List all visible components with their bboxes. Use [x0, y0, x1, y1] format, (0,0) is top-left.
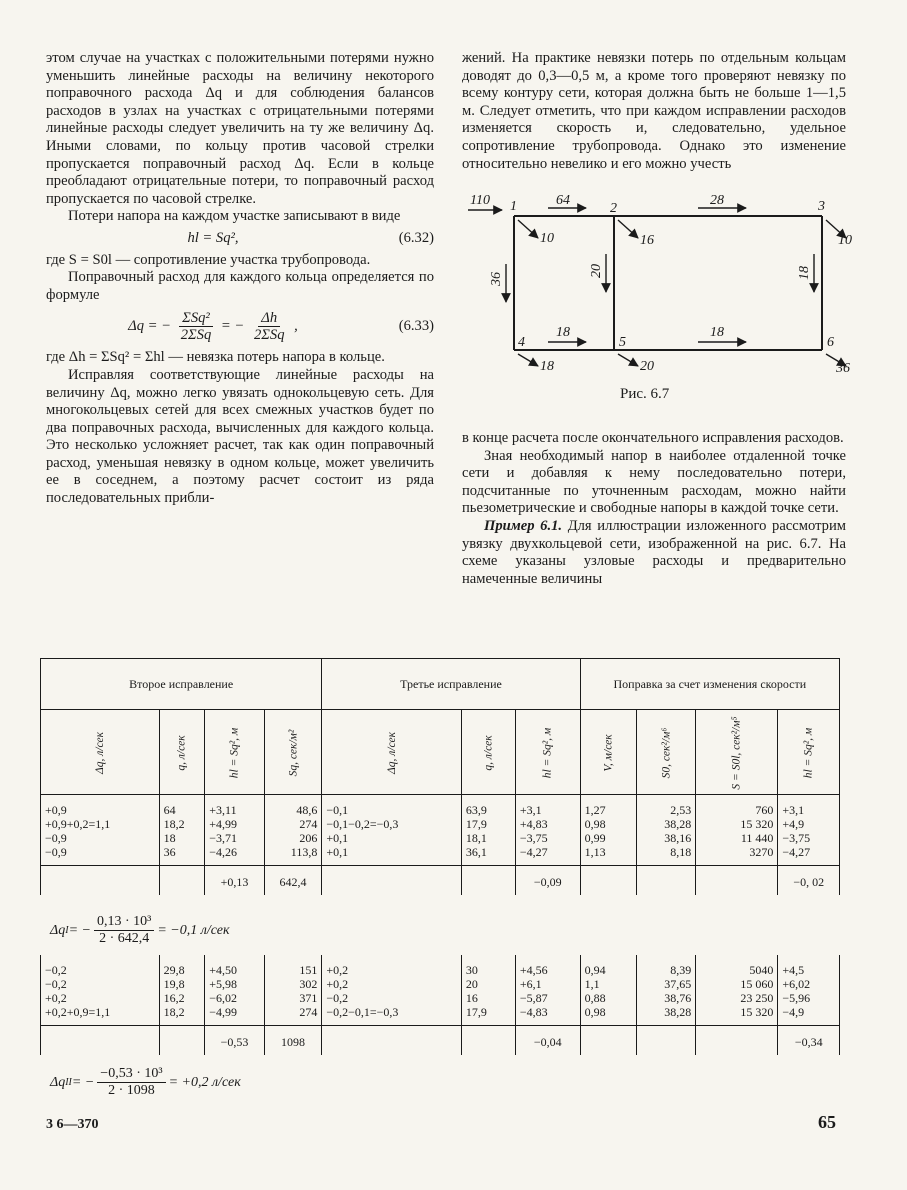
ring1-hv: +3,1 +4,9 −3,75 −4,27: [778, 795, 840, 866]
sum1-hv: −0, 02: [778, 866, 840, 896]
ring2-sq2: 151 302 371 274: [264, 955, 322, 1026]
ring2-q3: 30 20 16 17,9: [461, 955, 515, 1026]
outflow-label-6: 36: [836, 361, 850, 376]
eq2-num-1: ΣSq²: [179, 310, 213, 327]
ring2-v: 0,94 1,1 0,88 0,98: [580, 955, 636, 1026]
ring2-s0: 8,39 37,65 38,76 38,28: [636, 955, 696, 1026]
left-column: [46, 50, 434, 508]
group-second-correction: Второе исправление: [41, 659, 322, 710]
right-paragraph-3: Зная необходимый напор в наиболее отдаленной точке сети и добавляя к нему последовательно потери, подсчитанные по уточненным расходам, можно найти пьезометрические и свободные напоры в каждой точке сети.: [462, 447, 846, 517]
dq1-lhs: Δq: [50, 922, 66, 938]
eq2-fraction-2: [251, 310, 288, 343]
example-lead: Пример 6.1.: [484, 517, 563, 534]
ring1-s0: 2,53 38,28 38,16 8,18: [636, 795, 696, 866]
eq2-lhs: Δq = −: [128, 318, 172, 335]
group-third-correction: Третье исправление: [322, 659, 580, 710]
eq2-end: ,: [294, 318, 298, 335]
flow-label-3-6: 18: [797, 266, 812, 280]
outflow-label-1: 10: [540, 231, 554, 246]
header-hv: hl = Sq², м: [778, 710, 840, 795]
outflow-1: [518, 220, 538, 238]
ring1-h3: +3,1 +4,83 −3,75 −4,27: [515, 795, 580, 866]
sum1-h3: −0,09: [515, 866, 580, 896]
left-paragraph-1: этом случае на участках с положительными потерями нужно уменьшить линейные расходы на величину некоторого поправочного расхода Δq и для соблюдения балансов расходов в узлах на участках с отрицательными потерями линейные расходы следует увеличить на ту же величину Δq. Иными словами, по кольцу против часовой стрелки пропускается поправочный расход Δq. Если в кольце преобладают отрицательные потери, то поправочный расход пропускается по часовой стрелке.: [46, 50, 434, 207]
page-number: 65: [818, 1112, 836, 1132]
table-sum-ring-2: [41, 1026, 840, 1056]
eq2-mid: = −: [220, 318, 245, 335]
node-label-4: 4: [518, 335, 525, 350]
flow-label-28: 28: [710, 193, 724, 208]
calculation-table: [40, 658, 840, 1055]
sum2-hv: −0,34: [778, 1026, 840, 1056]
header-h-3: hl = Sq², м: [515, 710, 580, 795]
equation-6-33-number: (6.33): [398, 318, 434, 335]
signature-mark: 3 6—370: [46, 1117, 99, 1132]
dq1-sub: I: [65, 925, 69, 936]
ring1-h2: +3,11 +4,99 −3,71 −4,26: [205, 795, 265, 866]
table-header-row: [41, 710, 840, 795]
dq1-rhs: = −0,1 л/сек: [157, 922, 230, 938]
ring2-dq3: +0,2 +0,2 −0,2 −0,2−0,1=−0,3: [322, 955, 462, 1026]
table-sum-ring-1: [41, 866, 840, 896]
node-label-1: 1: [510, 199, 517, 214]
outflow-label-2: 16: [640, 233, 654, 248]
dq2-fraction: [97, 1066, 165, 1099]
eq2-den-1: 2ΣSq: [180, 327, 212, 344]
left-paragraph-2: Потери напора на каждом участке записывают в виде: [68, 208, 401, 225]
outflow-2: [618, 220, 638, 238]
group-velocity-correction: Поправка за счет изменения скорости: [580, 659, 839, 710]
header-dq-3: Δq, л/сек: [322, 710, 462, 795]
dq1-eq: = −: [68, 922, 91, 938]
right-paragraph-1: жений. На практике невязки потерь по отдельным кольцам доводят до 0,3—0,5 м, а кроме того проверяют невязку по всему контуру сети, которая должна быть не больше 1—1,5 м. Следует отметить, что при каждом исправлении расходов изменяется скорость и, следовательно, удельное сопротивление трубопровода. Однако это изменение относительно невелико и его можно учесть: [462, 50, 846, 172]
right-paragraph-2: в конце расчета после окончательного исправления расходов.: [462, 430, 844, 446]
table-row-ring-1: [41, 795, 840, 866]
dq1-fraction: [94, 914, 154, 947]
outflow-4: [518, 354, 538, 366]
dq2-sub: II: [65, 1077, 72, 1088]
ring2-q2: 29,8 19,8 16,2 18,2: [159, 955, 205, 1026]
ring2-hv: +4,5 +6,02 −5,96 −4,9: [778, 955, 840, 1026]
dq2-rhs: = +0,2 л/сек: [168, 1074, 241, 1090]
eq2-num-2: Δh: [258, 310, 280, 327]
dq-ring-1-formula: [50, 914, 230, 947]
ring2-h2: +4,50 +5,98 −6,02 −4,99: [205, 955, 265, 1026]
node-label-2: 2: [610, 201, 617, 216]
dq1-den: 2 · 642,4: [99, 931, 150, 946]
sum2-h2: −0,53: [205, 1026, 265, 1056]
ring1-dq3: −0,1 −0,1−0,2=−0,3 +0,1 +0,1: [322, 795, 462, 866]
right-column-top: [462, 50, 846, 173]
equation-6-33-body: [46, 310, 380, 343]
flow-label-2-5: 20: [589, 264, 604, 278]
node-label-3: 3: [818, 199, 825, 214]
eq2-den-2: 2ΣSq: [253, 327, 285, 344]
sum1-sq2: 642,4: [264, 866, 322, 896]
dq1-num: 0,13 · 10³: [94, 914, 154, 931]
table-row-ring-2: [41, 955, 840, 1026]
node-label-6: 6: [827, 335, 834, 350]
ring1-v: 1,27 0,98 0,99 1,13: [580, 795, 636, 866]
header-v: V, м/сек: [580, 710, 636, 795]
header-q: q, л/сек: [159, 710, 205, 795]
header-s: S = S0l, сек²/м⁵: [696, 710, 778, 795]
right-column-bottom: [462, 430, 846, 588]
ring1-q3: 63,9 17,9 18,1 36,1: [461, 795, 515, 866]
equation-6-32-number: (6.32): [398, 229, 434, 246]
ring1-s: 760 15 320 11 440 3270: [696, 795, 778, 866]
equation-6-33: [46, 310, 434, 343]
outflow-label-5: 20: [640, 359, 654, 374]
table-group-row: [41, 659, 840, 710]
header-dq: Δq, л/сек: [41, 710, 160, 795]
header-sq: Sq, сек/м²: [264, 710, 322, 795]
left-paragraph-3: где S = S0l — сопротивление участка трубопровода.: [46, 251, 371, 268]
flow-label-64: 64: [556, 193, 570, 208]
example-text: Для иллюстрации изложенного рассмотрим увязку двухкольцевой сети, изображенной на рис. 6.7. На схеме указаны узловые расходы и предварительно намеченные величины: [462, 517, 846, 587]
ring1-dq2: +0,9 +0,9+0,2=1,1 −0,9 −0,9: [41, 795, 160, 866]
flow-label-4-5: 18: [556, 325, 570, 340]
equation-6-32-body: hl = Sq²,: [187, 229, 239, 246]
sum2-sq2: 1098: [264, 1026, 322, 1056]
outflow-label-4: 18: [540, 359, 554, 374]
ring2-s: 5040 15 060 23 250 15 320: [696, 955, 778, 1026]
left-paragraph-4: Поправочный расход для каждого кольца определяется по формуле: [46, 269, 434, 303]
ring2-dq2: −0,2 −0,2 +0,2 +0,2+0,9=1,1: [41, 955, 160, 1026]
header-q-3: q, л/сек: [461, 710, 515, 795]
sum2-h3: −0,04: [515, 1026, 580, 1056]
dq2-den: 2 · 1098: [108, 1083, 155, 1098]
outflow-5: [618, 354, 638, 366]
figure-caption: Рис. 6.7: [620, 386, 670, 402]
header-h: hl = Sq², м: [205, 710, 265, 795]
right-paragraph-4: [462, 518, 846, 588]
header-s0: S0, сек²/м⁶: [636, 710, 696, 795]
ring1-q2: 64 18,2 18 36: [159, 795, 205, 866]
left-paragraph-5: где Δh = ΣSq² = Σhl — невязка потерь напора в кольце.: [46, 349, 385, 366]
ring1-sq2: 48,6 274 206 113,8: [264, 795, 322, 866]
dq-ring-2-formula: [50, 1066, 241, 1099]
network-diagram: [462, 190, 852, 408]
dq2-lhs: Δq: [50, 1074, 66, 1090]
ring2-h3: +4,56 +6,1 −5,87 −4,83: [515, 955, 580, 1026]
flow-label-110: 110: [470, 193, 490, 208]
eq2-fraction-1: [178, 310, 215, 343]
outflow-label-3: 10: [838, 233, 852, 248]
dq2-eq: = −: [71, 1074, 95, 1090]
sum1-h2: +0,13: [205, 866, 265, 896]
flow-label-6-5: 18: [710, 325, 724, 340]
left-paragraph-6: Исправляя соответствующие линейные расходы на величину Δq, можно легко увязать однокольцевую сеть. Для многокольцевых сетей для всех смежных участков будет по два поправочных расхода, вычисленных для каждого кольца. Это несколько усложняет расчет, так как один поправочный расход, уменьшая невязку в одном кольце, может увеличить ее в соседнем, а поэтому расчет состоит из ряда последовательных прибли-: [46, 366, 434, 507]
equation-6-32: [46, 230, 434, 248]
flow-label-1-4: 36: [489, 272, 504, 286]
node-label-5: 5: [619, 335, 626, 350]
dq2-num: −0,53 · 10³: [97, 1066, 165, 1083]
